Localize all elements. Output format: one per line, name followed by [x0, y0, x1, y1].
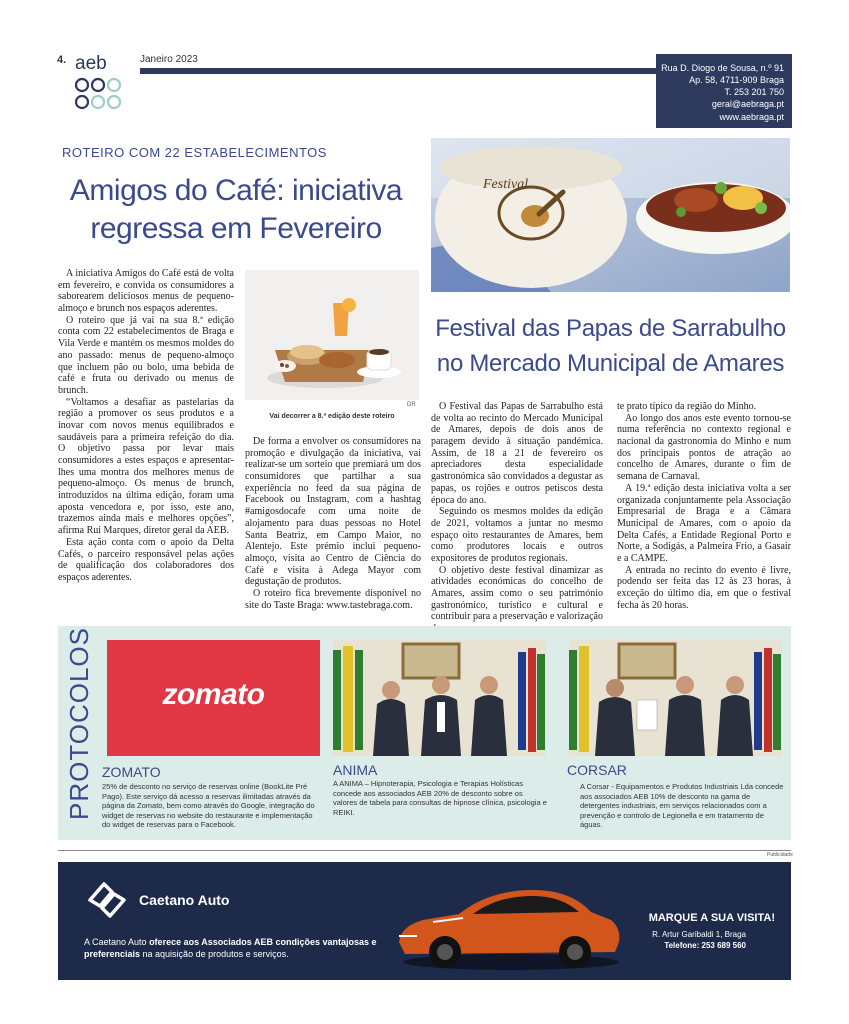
- address-website: www.aebraga.pt: [719, 111, 784, 122]
- publicidade-label: Publicidade: [767, 852, 793, 858]
- ad-phone: Telefone: 253 689 560: [664, 940, 746, 950]
- issue-date: Janeiro 2023: [140, 54, 198, 65]
- photo-credit: DR: [407, 402, 416, 408]
- article1-paragraph: O roteiro que já vai na sua 8.ª edição conta com 22 estabelecimentos de Braga e Vila Verde e mantém os mesmos moldes do ano passado: menus de pequeno-almoço que incluem pão ou bolo, uma bebida de café e fruta ou derivado ou menus de brunch.: [58, 314, 234, 396]
- article2-paragraph: Ao longo dos anos este evento tornou-se numa referência no contexto regional e nacional da gastronomia do Minho e num dos principais pontos de atração ao concelho de Amares, durante o fim de semana de Carnaval.: [617, 412, 791, 483]
- protocolos-title: PROTOCOLOS: [64, 626, 94, 820]
- anima-name: ANIMA: [333, 762, 378, 778]
- ad-offer-text: [84, 936, 384, 960]
- anima-description: A ANIMA – Hipnoterapia, Psicologia e Terapias Holísticas concede aos associados AEB 20% de desconto sobre os valores de tabela para consultas de hipnose clínica, psicologia e REIKI.: [333, 779, 547, 817]
- address-email: geral@aebraga.pt: [711, 99, 784, 110]
- article1-kicker: ROTEIRO COM 22 ESTABELECIMENTOS: [62, 145, 327, 160]
- address-street: Rua D. Diogo de Sousa, n.º 91: [661, 63, 784, 73]
- article1-paragraph: A iniciativa Amigos do Café está de volta em fevereiro, e convida os consumidores a saborearem deliciosos menus de pequeno-almoço e brunch nos espaços aderentes.: [58, 268, 234, 315]
- header-rule: [140, 68, 656, 74]
- article2-paragraph: A entrada no recinto do evento é livre, podendo ser feita das 12 às 23 horas, à exceção do último dia, em que o festival fecha às 20 horas.: [617, 564, 791, 611]
- article2-paragraph: O objetivo deste festival dinamizar as atividades económicas do concelho de Amares, assim como o seu património gastronómico, turístico e cultural e contribuir para a preservação e valorização: [431, 564, 603, 623]
- article2-column-2: [617, 401, 791, 611]
- article2-column-1: [431, 401, 603, 635]
- article1-paragraph: Esta ação conta com o apoio da Delta Cafés, o parceiro responsável pelas ações de qualificação dos colaboradores dos espaços aderentes.: [58, 536, 234, 583]
- logo-wordmark: aeb: [75, 53, 107, 74]
- page-number: 4.: [57, 54, 67, 66]
- zomato-name: ZOMATO: [102, 764, 161, 780]
- corsar-name: CORSAR: [567, 762, 627, 778]
- corsar-description: A Corsar - Equipamentos e Produtos Industriais Lda concede aos associados AEB 10% de desconto na gama de detergentes industriais, em serviços relacionados com a prevenção e controlo de Legionella e em tratamento de águas.: [580, 782, 784, 830]
- ad-brand-name: Caetano Auto: [139, 892, 230, 908]
- article2-headline: Festival das Papas de Sarrabulho no Mercado Municipal de Amares: [435, 315, 786, 377]
- corsar-signing-photo: [569, 640, 782, 756]
- ad-text-prefix: A Caetano Auto: [84, 937, 150, 947]
- anima-signing-photo: [333, 640, 546, 756]
- caetano-auto-logo-icon: [84, 880, 130, 920]
- section-divider: [58, 850, 791, 851]
- article1-column-2: [245, 436, 421, 611]
- ad-call-to-action: MARQUE A SUA VISITA!: [648, 912, 775, 924]
- article2-paragraph: A 19.ª edição desta iniciativa volta a ser organizada conjuntamente pela Associação Empresarial de Braga e a Câmara Municipal de Amares, com o apoio da Delta Cafés, a Entidade Regional Porto e Norte, a Sodigás, a Palmeira Frio, a Gasair e a CAMPE.: [617, 482, 791, 564]
- article1-paragraph: De forma a envolver os consumidores na promoção e divulgação da iniciativa, vai realizar-se um sorteio que premiará um dos consumidores que partilhar a sua experiência no feed da sua página de Facebook ou Instagram, com a hashtag #amigosdocafe com uma noite de alojamento para duas pessoas no Hotel Santa Beatriz, em Campo Maior, no Alentejo. Este prémio inclui pequeno-almoço, visita ao Centro de Ciência do Café e visita à Adega Mayor com degustação de produtos.: [245, 436, 421, 588]
- ad-text-suffix: na aquisição de produtos e serviços.: [140, 949, 289, 960]
- article1-column-1: [58, 268, 234, 584]
- article2-paragraph: O Festival das Papas de Sarrabulho está de volta ao recinto do Mercado Municipal de Amares, depois de dois anos de paragem devido à situação pandémica. Assim, de 18 a 21 de fevereiro os apreciadores desta especialidade gastronómica são convidados a degustar as papas, os rojões e outros petiscos desta época do ano.: [431, 401, 603, 506]
- article1-paragraph: “Voltamos a desafiar as pastelarias da região a promover os seus produtos e a inovar com novos menus equilibrados e saudáveis para a primeira refeição do dia. O objetivo passa por levar mais consumidores a estes espaços e apresentar-lhes uma montra dos melhores menus de pequeno-almoço. Os menus de brunch, introduzidos na última edição, foram uma aposta vencedora e, por isso, este ano, trazemos ainda mais e melhores opções”, afirma Rui Marques, diretor geral da AEB.: [58, 396, 234, 537]
- article1-paragraph: O roteiro fica brevemente disponível no site do Taste Braga: www.tastebraga.com.: [245, 587, 421, 611]
- breakfast-photo: [245, 270, 419, 400]
- car-image: [393, 876, 623, 972]
- papas-photo: [431, 138, 790, 292]
- ad-text-bold: oferece aos Associados AEB condições vantajosas e preferenciais: [84, 937, 377, 960]
- article2-continuation: te prato típico da região do Minho.: [617, 401, 757, 412]
- bowl-lettering: Festival: [483, 177, 529, 192]
- article2-paragraph: Seguindo os mesmos moldes da edição de 2021, voltamos a juntar no mesmo espaço oito restaurantes de Amares, bem como produtores locais e outros expositores de produtos regionais.: [431, 506, 603, 564]
- address-postal: Ap. 58, 4711-909 Braga: [689, 75, 784, 86]
- zomato-description: 25% de desconto no serviço de reservas online (BookLite Pré Pago). Este serviço dá acesso a reservas ilimitadas através da página da Zomato, bem como através do Google, integração do widget de reservas no website do restaurante e implementação do widget de reservas para o Facebook.: [102, 782, 315, 830]
- article1-headline: Amigos do Café: iniciativa regressa em Fevereiro: [69, 174, 403, 245]
- ad-street: R. Artur Garibaldi 1, Braga: [652, 930, 746, 939]
- address-box: [656, 54, 792, 128]
- address-phone: T. 253 201 750: [724, 87, 784, 98]
- photo-caption: Vai decorrer a 8.ª edição deste roteiro: [269, 413, 395, 420]
- ad-address: [645, 930, 746, 952]
- aeb-logo: [73, 52, 133, 112]
- zomato-logo: zomato: [162, 678, 265, 711]
